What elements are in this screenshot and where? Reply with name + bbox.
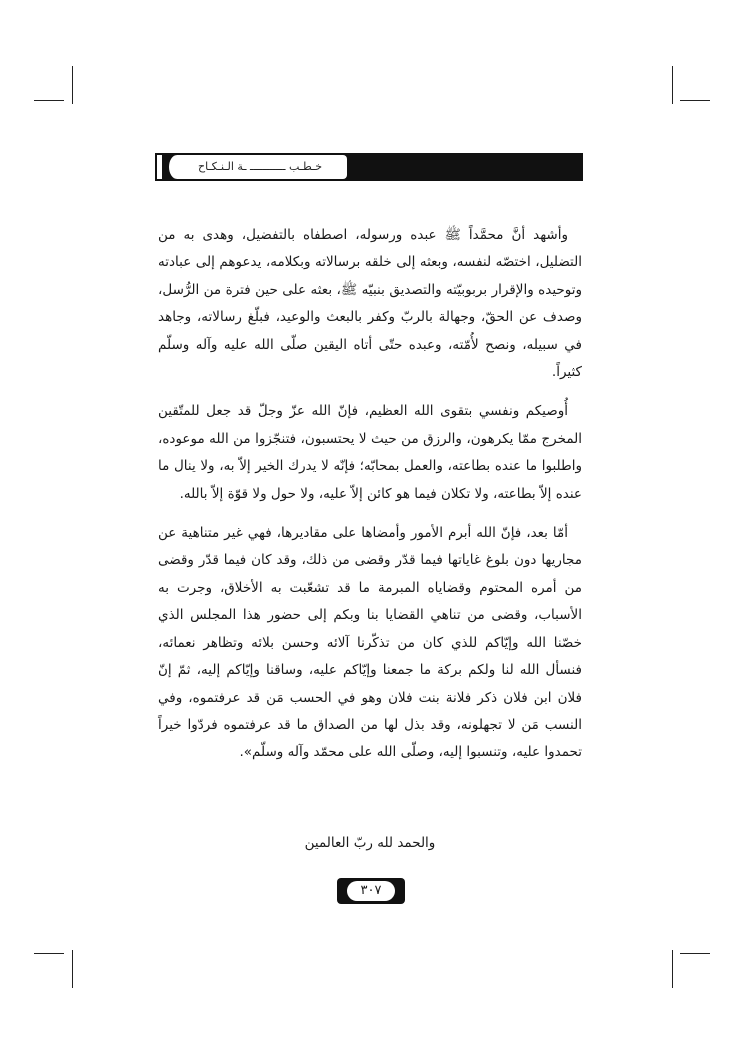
body-text: [158, 222, 582, 767]
page-number: ٣٠٧: [347, 881, 395, 901]
header-ornament: [157, 155, 165, 179]
crop-mark: [72, 66, 73, 104]
page-number-box: [337, 878, 405, 904]
crop-mark: [34, 953, 64, 954]
crop-mark: [680, 100, 710, 101]
paragraph-2: أُوصيكم ونفسي بتقوى الله العظيم، فإنّ الله عزّ وجلّ قد جعل للمتّقين المخرج ممّا يكرهون، والرزق من حيث لا يحتسبون، فتنجّزوا من الله موعوده، واطلبوا ما عنده بطاعته، والعمل بمحابّه؛ فإنّه لا يدرك الخير إلاّ به، ولا ينال ما عنده إلاّ بطاعته، ولا تكلان فيما هو كائن إلاّ عليه، ولا حول ولا قوّة إلاّ بالله.: [158, 403, 582, 502]
crop-mark: [34, 100, 64, 101]
paragraph-3: أمّا بعد، فإنّ الله أبرم الأمور وأمضاها على مقاديرها، فهي غير متناهية عن مجاريها دون بلوغ غاياتها فيما قدّر وقضى من ذلك، وقد كان فيما قدّر وقضى من أمره المحتوم وقضاياه المبرمة ما قد تشعّبت به الأخلاق، وجرت به الأسباب، وقضى من تناهي القضايا بنا وبكم إلى حضور هذا المجلس الذي خصّنا الله وإيّاكم للذي كان من تذكّرنا آلائه وحسن بلائه وتظاهر نعمائه، فنسأل الله لنا ولكم بركة ما جمعنا وإيّاكم عليه، وساقنا وإيّاكم إليه، ثمّ إنّ فلان ابن فلان ذكر فلانة بنت فلان وهو في الحسب مَن قد عرفتموه، وفي النسب مَن لا تجهلونه، وقد بذل لها من الصداق ما قد عرفتموه فردّوا خيراً تحمدوا عليه، وتنسبوا إليه، وصلّى الله على محمّد وآله وسلّم».: [158, 525, 582, 761]
running-title: خـطـب ـــــــــــ ـة الـنـكـاح: [197, 160, 323, 173]
crop-mark: [672, 66, 673, 104]
crop-mark: [680, 953, 710, 954]
crop-mark: [72, 950, 73, 988]
page-header: [155, 153, 583, 181]
paragraph-1: وأشهد أنَّ محمَّداً ﷺ عبده ورسوله، اصطفاه بالتفضيل، وهدى به من التضليل، اختصّه لنفسه، وبعثه إلى خلقه برسالاته وبكلامه، يدعوهم إلى عبادته وتوحيده والإقرار بربوبيّته والتصديق بنبيّه ﷺ، بعثه على حين فترة من الرُّسل، وصدف عن الحقّ، وجهالة بالربّ وكفر بالبعث والوعيد، فبلّغ رسالاته، وجاهد في سبيله، ونصح لأُمّته، وعبده حتّى أتاه اليقين صلّى الله عليه وآله وسلّم كثيراً.: [158, 227, 582, 381]
closing-line: والحمد لله ربّ العالمين: [304, 835, 436, 851]
crop-mark: [672, 950, 673, 988]
